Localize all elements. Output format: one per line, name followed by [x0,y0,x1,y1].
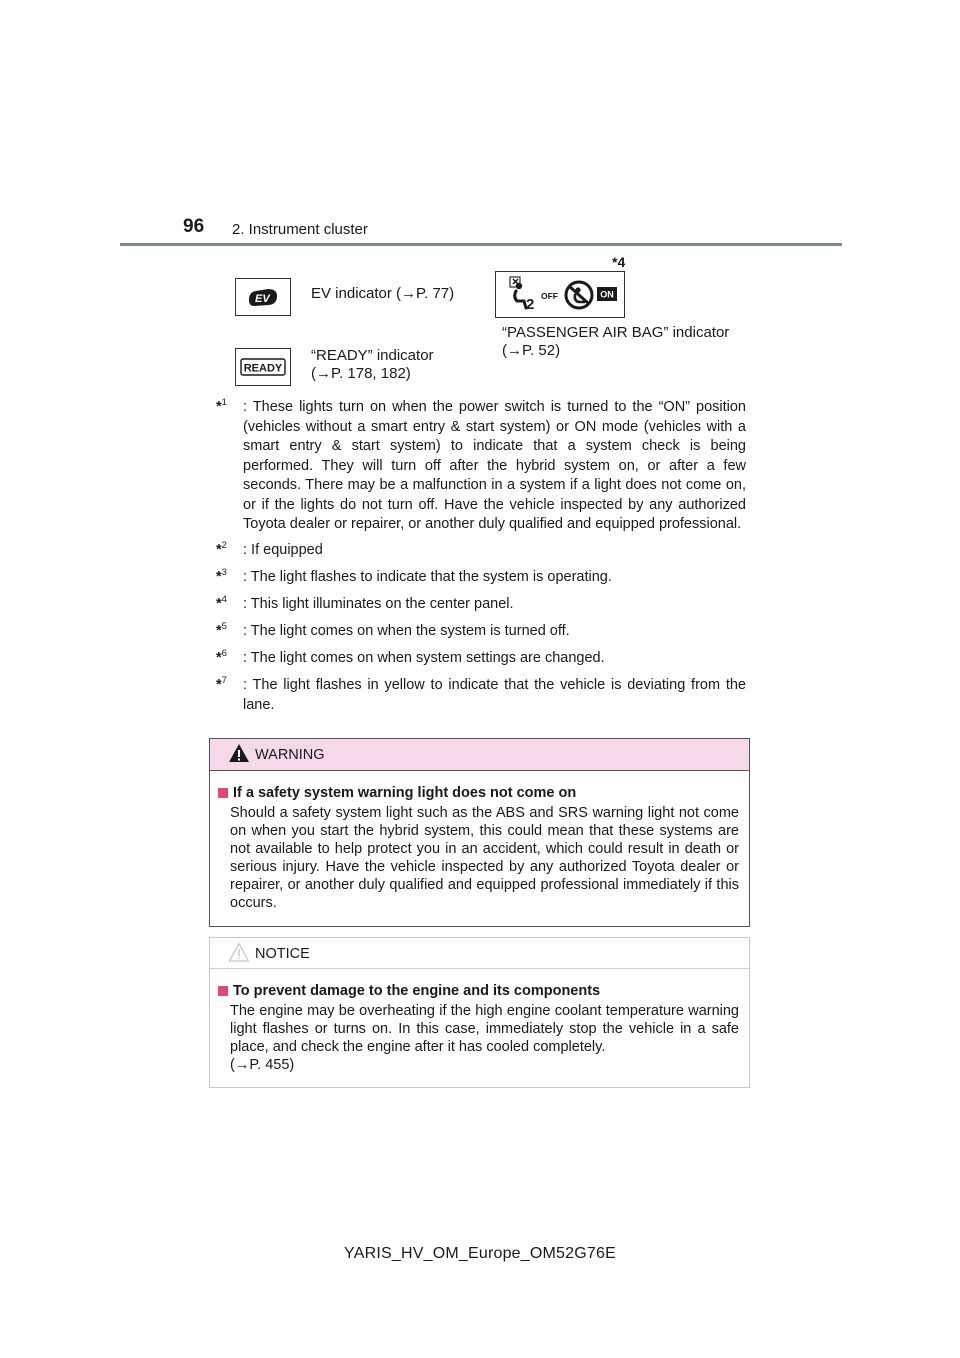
ready-indicator-icon-box [235,348,291,386]
footnote-4: *$^4$ : This light illuminates on the center panel. [216,595,746,616]
footnote-text: : The light comes on when system settings are changed. [243,650,605,666]
notice-body [210,969,749,1074]
passenger-airbag-icon [499,275,621,315]
footnote-text: : These lights turn on when the power switch is turned to the “ON” position (vehicles without a smart entry & start system) or ON mode (vehicles with a smart entry & start system) to indicate that a system check is being performed. They will turn off after the hybrid system on, or after a few seconds. There may be a malfunction in a system if a light does not come on, or if the lights do not turn off. Have the vehicle inspected by any authorized Toyota dealer or repairer, or another duly qualified and equipped professional. [243,399,746,532]
page-number: 96 [183,216,205,237]
warning-triangle-icon [228,743,250,763]
footnotes [216,398,746,722]
ev-indicator-icon-box [235,278,291,316]
header-rule [120,243,842,246]
svg-text:ON: ON [600,289,614,299]
footnote-7: *$^7$ : The light flashes in yellow to indicate that the vehicle is deviating from the lane. [216,676,746,715]
warning-box [209,738,750,927]
ready-icon [240,357,286,377]
notice-triangle-icon [228,942,250,962]
notice-heading: To prevent damage to the engine and its components [218,983,739,999]
notice-title: NOTICE [255,946,310,962]
svg-text:READY: READY [243,362,283,375]
document-code: YARIS_HV_OM_Europe_OM52G76E [344,1245,616,1262]
notice-text: The engine may be overheating if the high engine coolant temperature warning light flashes or turns on. In this case, immediately stop the vehicle in a safe place, and check the engine after it has cooled completely. (→P. 455) [230,1003,739,1073]
ev-indicator-label: EV indicator (→P. 77) [311,285,455,302]
footnote-5: *$^5$ : The light comes on when the system is turned off. [216,622,746,643]
warning-body [210,771,749,912]
footnote-1: *$^1$ : These lights turn on when the power switch is turned to the “ON” position (vehicles without a smart entry & start system) or ON mode (vehicles with a smart entry & start system) to indicate that a system check is being performed. They will turn off after the hybrid system on, or after a few seconds. There may be a malfunction in a system if a light does not come on, or if the lights do not turn off. Have the vehicle inspected by any authorized Toyota dealer or repairer, or another duly qualified and equipped professional. [216,398,746,535]
airbag-indicator-label [502,324,729,360]
footnote-2: *$^2$ : If equipped [216,541,746,562]
notice-header [210,938,749,969]
footnote-text: : If equipped [243,542,323,558]
footnote-text: : The light comes on when the system is turned off. [243,623,570,639]
warning-heading: If a safety system warning light does not come on [218,785,739,801]
warning-title: WARNING [255,747,325,763]
ev-icon [246,286,280,308]
warning-header [210,739,749,771]
bullet-square-icon [218,788,228,798]
footnote-text: : The light flashes in yellow to indicate that the vehicle is deviating from the lane. [243,677,746,713]
section-title: 2. Instrument cluster [232,221,368,238]
airbag-indicator-label-line2: (→P. 52) [502,342,561,359]
svg-text:2: 2 [526,295,535,313]
svg-text:EV: EV [255,293,270,305]
airbag-indicator-superscript: *4 [612,254,626,270]
airbag-indicator-icon-box [495,271,625,318]
footnote-text: : The light flashes to indicate that the system is operating. [243,569,612,585]
notice-page-ref: (→P. 455) [230,1057,295,1073]
svg-text:OFF: OFF [541,290,558,301]
footnote-text: : This light illuminates on the center panel. [243,596,514,612]
footnote-6: *$^6$ : The light comes on when system settings are changed. [216,649,746,670]
airbag-indicator-label-line1: “PASSENGER AIR BAG” indicator [502,324,730,341]
ready-indicator-label-line2: (→P. 178, 182) [311,365,411,382]
bullet-square-icon [218,986,228,996]
warning-text: Should a safety system light such as the ABS and SRS warning light not come on when you start the hybrid system, this could mean that these systems are not available to help protect you in an accident, which could result in death or serious injury. Have the vehicle inspected by any authorized Toyota dealer or repairer, or another duly qualified and equipped professional immediately if this occurs. [230,805,739,911]
ready-indicator-label [311,347,434,383]
notice-box [209,937,750,1088]
ready-indicator-label-line1: “READY” indicator [311,347,434,364]
footnote-3: *$^3$ : The light flashes to indicate that the system is operating. [216,568,746,589]
